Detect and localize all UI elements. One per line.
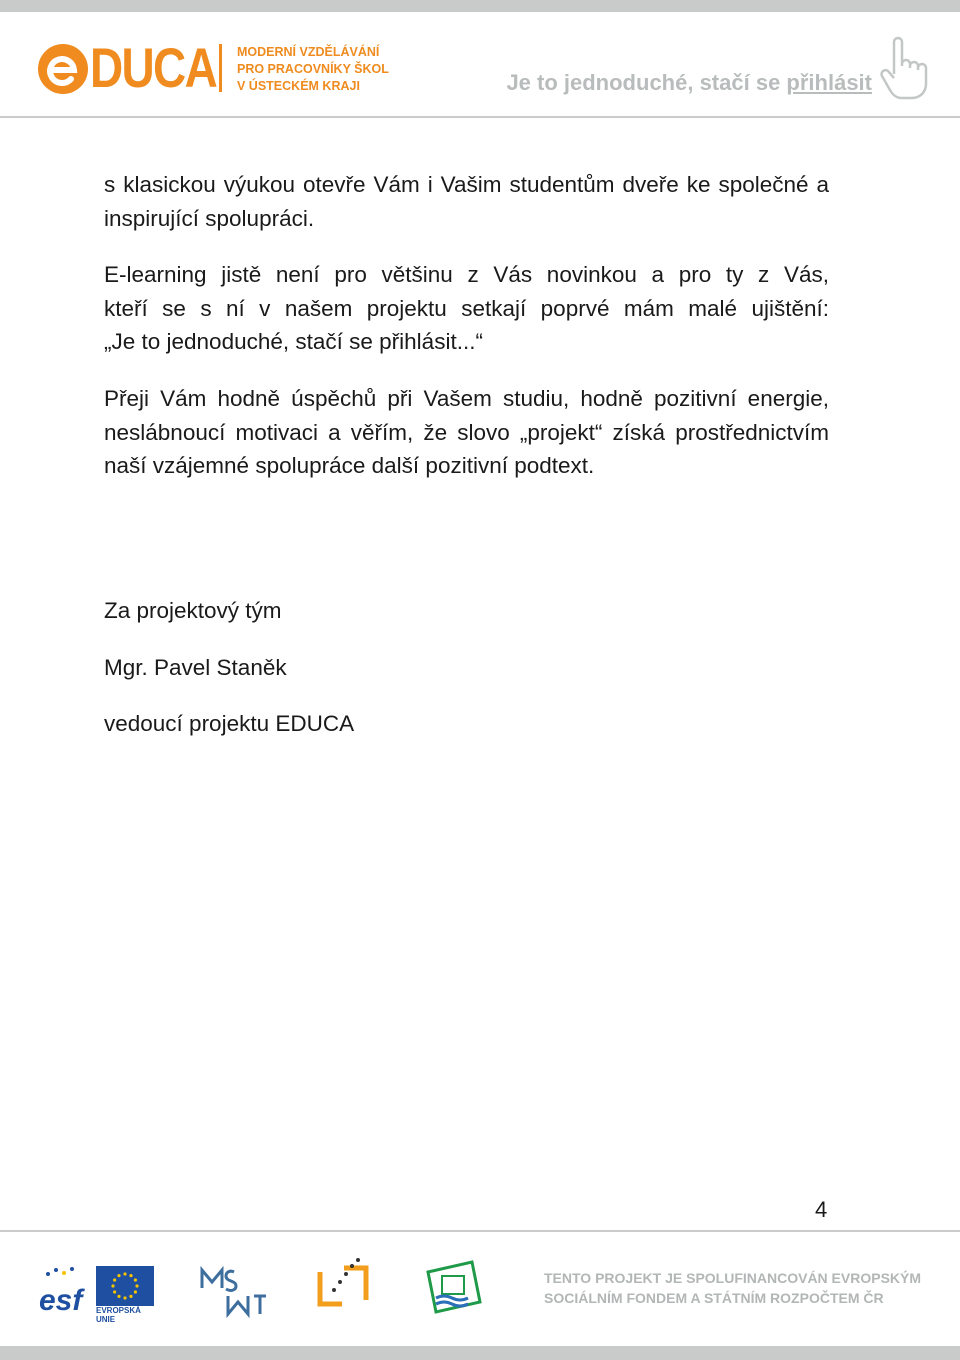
tagline-line-2: PRO PRACOVNÍKY ŠKOL: [237, 62, 389, 76]
signature-role: vedoucí projektu EDUCA: [104, 711, 355, 736]
top-border: [0, 0, 960, 12]
paragraph-3: Přeji Vám hodně úspěchů při Vašem studiu, hodně pozitivní energie, neslábnoucí motivaci a věřím, že slovo „projekt“ získá prostřednictvím naší vzájemné spolupráce další pozitivní podtext.: [104, 386, 829, 478]
paragraph-2: [104, 258, 829, 359]
eu-label: EVROPSKÁ UNIE: [96, 1306, 141, 1324]
paragraph-2-line-1: E-learning jistě není pro většinu z Vás novinkou a pro ty z Vás,: [104, 262, 829, 287]
esf-logo: [38, 1264, 94, 1316]
bottom-border: [0, 1346, 960, 1360]
funding-line-1: TENTO PROJEKT JE SPOLUFINANCOVÁN EVROPSKÝM: [544, 1270, 922, 1286]
slogan-link[interactable]: přihlásit: [786, 70, 872, 95]
esf-label: esf: [39, 1284, 83, 1316]
logo-tagline: [237, 44, 389, 95]
paragraph-2-line-3: „Je to jednoduché, stačí se přihlásit...“: [104, 329, 483, 354]
footer-divider: [0, 1230, 960, 1232]
tagline-line-3: V ÚSTECKÉM KRAJI: [237, 79, 360, 93]
arrows-logo: [312, 1258, 374, 1314]
eu-flag: [96, 1266, 154, 1306]
logo-word: DUCA: [90, 36, 217, 99]
header-slogan: [506, 70, 872, 96]
pointing-hand-icon: [878, 34, 928, 102]
funding-notice: [544, 1268, 921, 1308]
header-divider: [0, 116, 960, 118]
page-number: 4: [815, 1197, 828, 1222]
slogan-text: Je to jednoduché, stačí se: [506, 70, 787, 95]
paragraph-1: s klasickou výukou otevře Vám i Vašim studentům dveře ke společné a inspirující spolupráci.: [104, 172, 829, 231]
paragraph-2-line-2: kteří se s ní v našem projektu setkají poprvé mám malé ujištění:: [104, 295, 829, 321]
tagline-line-1: MODERNÍ VZDĚLÁVÁNÍ: [237, 45, 380, 59]
msmt-logo: [198, 1266, 270, 1318]
logo-separator: [219, 44, 222, 92]
region-crest-logo: [422, 1258, 484, 1316]
signature-name: Mgr. Pavel Staněk: [104, 655, 287, 680]
funding-line-2: SOCIÁLNÍM FONDEM A STÁTNÍM ROZPOČTEM ČR: [544, 1290, 884, 1306]
educa-e-icon: [36, 42, 90, 96]
signature-team: Za projektový tým: [104, 598, 282, 623]
eu-stars-icon: [96, 1266, 154, 1306]
